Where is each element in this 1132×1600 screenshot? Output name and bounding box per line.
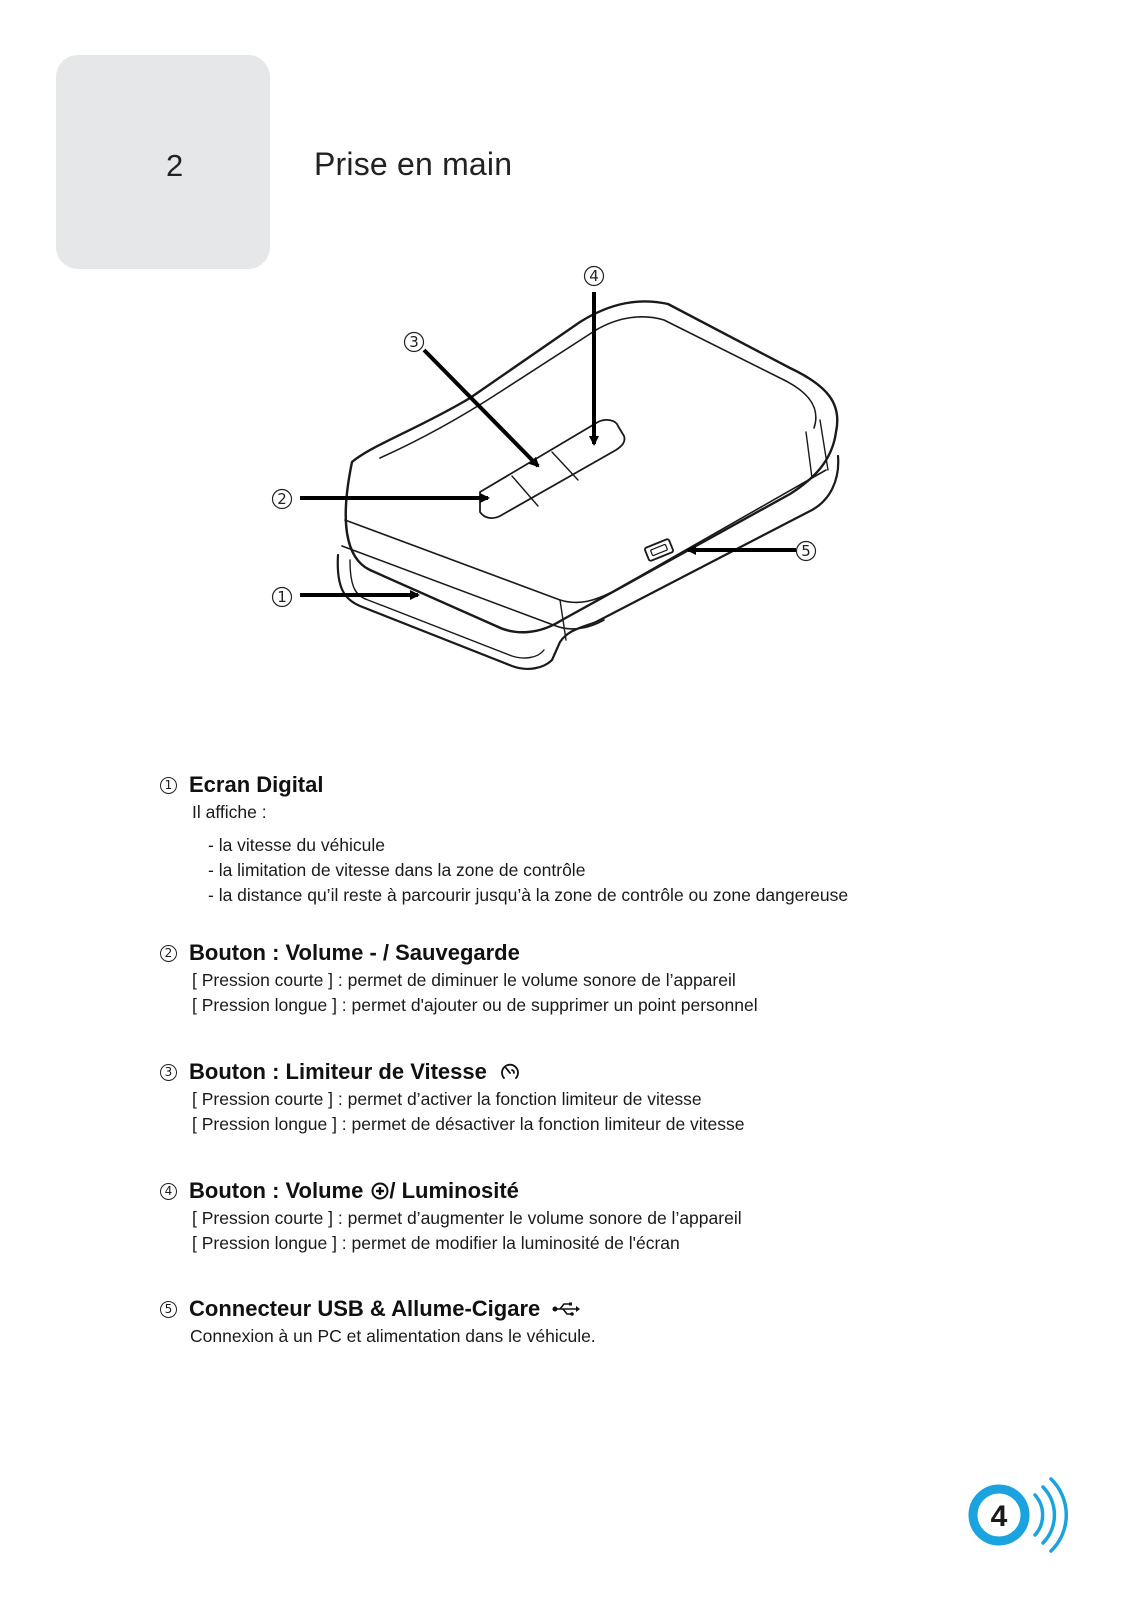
section-line: [ Pression longue ] : permet d'ajouter ou de supprimer un point personnel bbox=[192, 995, 758, 1015]
callout-2-label: 2 bbox=[277, 490, 287, 508]
plus-circle-icon bbox=[371, 1182, 389, 1200]
section-number: 2 bbox=[160, 945, 177, 962]
section-title: Connecteur USB & Allume-Cigare bbox=[189, 1296, 541, 1321]
section-title: Bouton : Volume - / Sauvegarde bbox=[189, 940, 520, 965]
usb-port bbox=[644, 539, 673, 562]
button-strip bbox=[480, 420, 625, 518]
page-number: 4 bbox=[990, 1500, 1008, 1533]
speed-limiter-icon bbox=[499, 1061, 521, 1083]
page-number-badge bbox=[965, 1470, 1077, 1560]
section-volume-minus bbox=[160, 938, 1060, 1018]
list-item: - la distance qu’il reste à parcourir jusqu’à la zone de contrôle ou zone dangereuse bbox=[208, 885, 849, 905]
callout-5-label: 5 bbox=[801, 542, 811, 560]
device-illustration bbox=[0, 0, 1132, 720]
section-speed-limiter bbox=[160, 1057, 1060, 1137]
section-number: 3 bbox=[160, 1064, 177, 1081]
section-title-a: Bouton : Volume bbox=[189, 1178, 364, 1203]
section-line: [ Pression courte ] : permet d’augmenter le volume sonore de l’appareil bbox=[192, 1208, 742, 1228]
device-top-surface bbox=[346, 301, 838, 632]
section-title: Bouton : Limiteur de Vitesse bbox=[189, 1059, 487, 1084]
section-line: [ Pression longue ] : permet de modifier la luminosité de l'écran bbox=[192, 1233, 680, 1253]
section-intro: Il affiche : bbox=[192, 802, 267, 822]
callout-1-label: 1 bbox=[277, 588, 287, 606]
section-number: 1 bbox=[160, 777, 177, 794]
list-item: - la vitesse du véhicule bbox=[208, 835, 386, 855]
section-line: [ Pression courte ] : permet de diminuer le volume sonore de l’appareil bbox=[192, 970, 736, 990]
chapter-number: 2 bbox=[166, 148, 184, 183]
list-item: - la limitation de vitesse dans la zone de contrôle bbox=[208, 860, 586, 880]
section-volume-plus bbox=[160, 1176, 1060, 1256]
section-number: 4 bbox=[160, 1183, 177, 1200]
callout-3-label: 3 bbox=[409, 333, 419, 351]
arrow-3 bbox=[424, 350, 538, 466]
section-title: Ecran Digital bbox=[189, 772, 324, 797]
section-ecran-digital bbox=[160, 770, 1060, 908]
section-title-b: / Luminosité bbox=[389, 1178, 519, 1203]
section-line: [ Pression courte ] : permet d’activer la fonction limiteur de vitesse bbox=[192, 1089, 702, 1109]
callout-4-label: 4 bbox=[589, 267, 599, 285]
section-usb bbox=[160, 1294, 1060, 1349]
section-line: [ Pression longue ] : permet de désactiver la fonction limiteur de vitesse bbox=[192, 1114, 745, 1134]
section-number: 5 bbox=[160, 1301, 177, 1318]
section-line: Connexion à un PC et alimentation dans le véhicule. bbox=[190, 1326, 596, 1346]
usb-icon bbox=[552, 1301, 580, 1317]
page-title: Prise en main bbox=[314, 146, 513, 182]
